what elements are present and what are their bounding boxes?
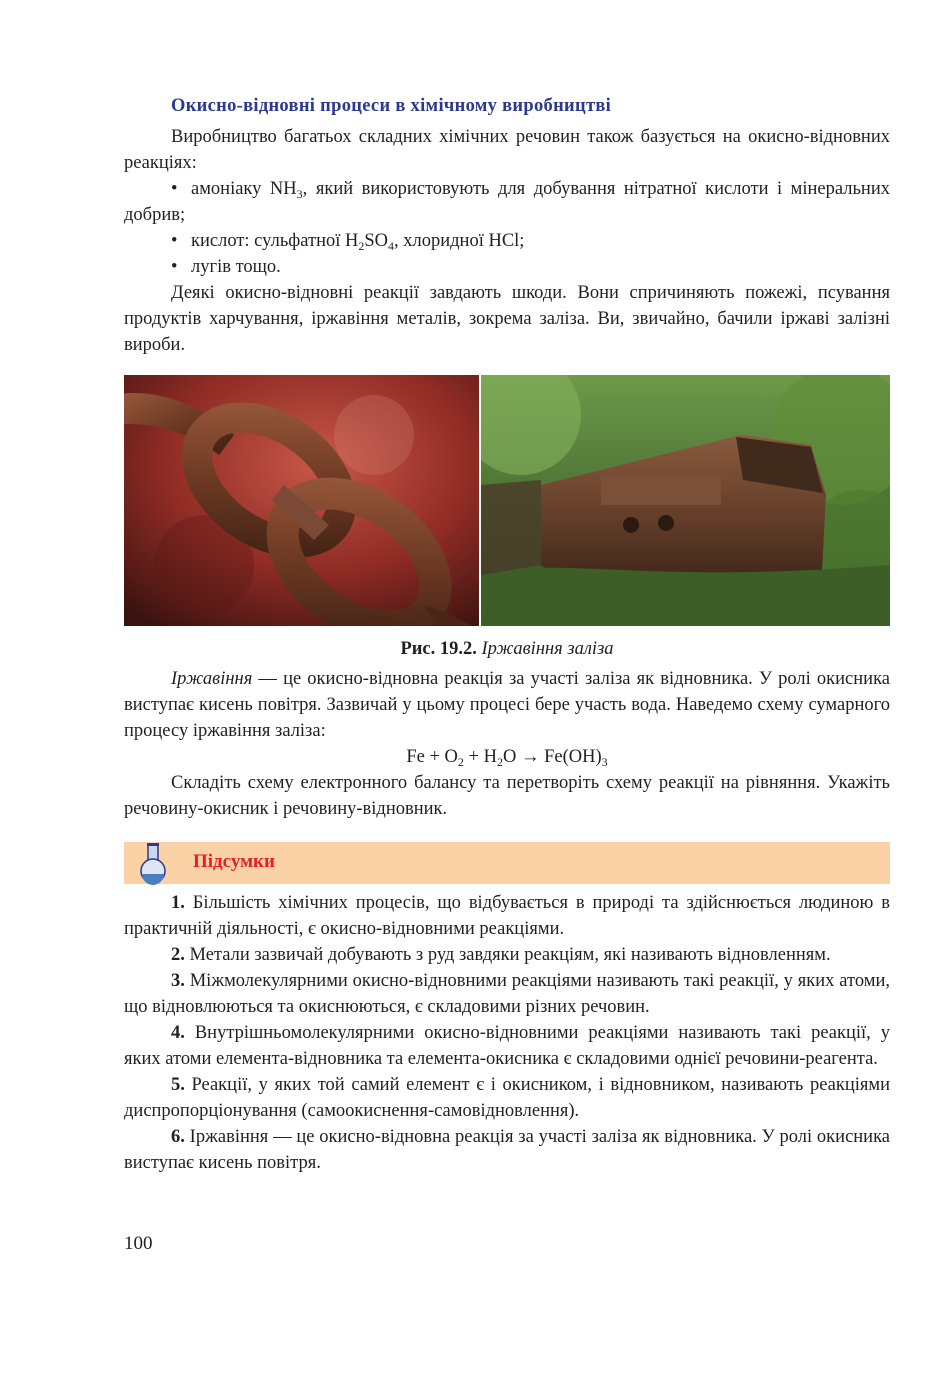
summary-item: 4. Внутрішньомолекулярними окисно-відновними реакціями називають такі реакції, у яких атоми елемента-відновника та елемента-окисника є складовими однієї речовини-реагента. [124, 1023, 890, 1069]
harm-paragraph: Деякі окисно-відновні реакції завдають шкоди. Вони спричиняють пожежі, псування продуктів харчування, іржавіння металів, зокрема заліза. Ви, звичайно, бачили іржаві залізні вироби. [124, 283, 890, 355]
section-heading: Окисно-відновні процеси в хімічному виробництві [171, 96, 612, 116]
summary-list [124, 890, 890, 1176]
rust-equation: $Fe + O_2 + H_2O \to Fe(OH)_3$ [406, 747, 608, 769]
bullet-acids: • кислот: сульфатної $H_2SO_4$, хлоридної HCl; [124, 228, 890, 254]
page-number: 100 [124, 1233, 153, 1254]
figure-caption [124, 639, 890, 660]
rusty-locomotive-photo [481, 375, 890, 626]
figure-label: Рис. 19.2. [400, 639, 477, 659]
bullet-alkalis: • лугів тощо. [124, 254, 890, 280]
rust-task: Складіть схему електронного балансу та перетворіть схему реакції на рівняння. Укажіть речовину-окисник і речовину-відновник. [124, 773, 890, 819]
summary-title: Підсумки [193, 851, 275, 872]
rust-term: Іржавіння [171, 669, 253, 689]
flask-icon [133, 842, 173, 886]
figure-title: Іржавіння заліза [481, 639, 614, 659]
summary-item: 2. Метали зазвичай добувають з руд завдяки реакціям, які називають відновленням. [171, 945, 831, 965]
figure-photos [124, 375, 890, 626]
summary-item: 5. Реакції, у яких той самий елемент є і окисником, і відновником, називають реакціями диспропорціонування (самоокиснення-самовідновлення). [124, 1075, 890, 1121]
bullet-ammonia: • амоніаку $NH_3$, який використовують для добування нітратної кислоти і мінеральних добрив; [124, 176, 890, 228]
intro-block [124, 124, 890, 358]
rust-definition: Іржавіння — це окисно-відновна реакція за участі заліза як відновника. У ролі окисника виступає кисень повітря. Зазвичай у цьому процесі бере участь вода. Наведемо схему сумарного процесу іржавіння заліза: [124, 669, 890, 741]
bullet-dot-icon: • [171, 231, 178, 251]
rusty-chain-photo [124, 375, 479, 626]
intro-paragraph: Виробництво багатьох складних хімічних речовин також базується на окисно-відновних реакціях: [124, 127, 890, 173]
summary-item: 1. Більшість хімічних процесів, що відбувається в природі та здійснюється людиною в практичній діяльності, є окисно-відновними реакціями. [124, 893, 890, 939]
bullet-dot-icon: • [171, 257, 178, 277]
summary-item: 3. Міжмолекулярними окисно-відновними реакціями називають такі реакції, у яких атоми, що відновлюються та окиснюються, є складовими різних речовин. [124, 971, 890, 1017]
summary-item: 6. Іржавіння — це окисно-відновна реакція за участі заліза як відновника. У ролі окисника виступає кисень повітря. [124, 1127, 890, 1173]
bullet-dot-icon: • [171, 179, 178, 199]
rust-block [124, 666, 890, 822]
